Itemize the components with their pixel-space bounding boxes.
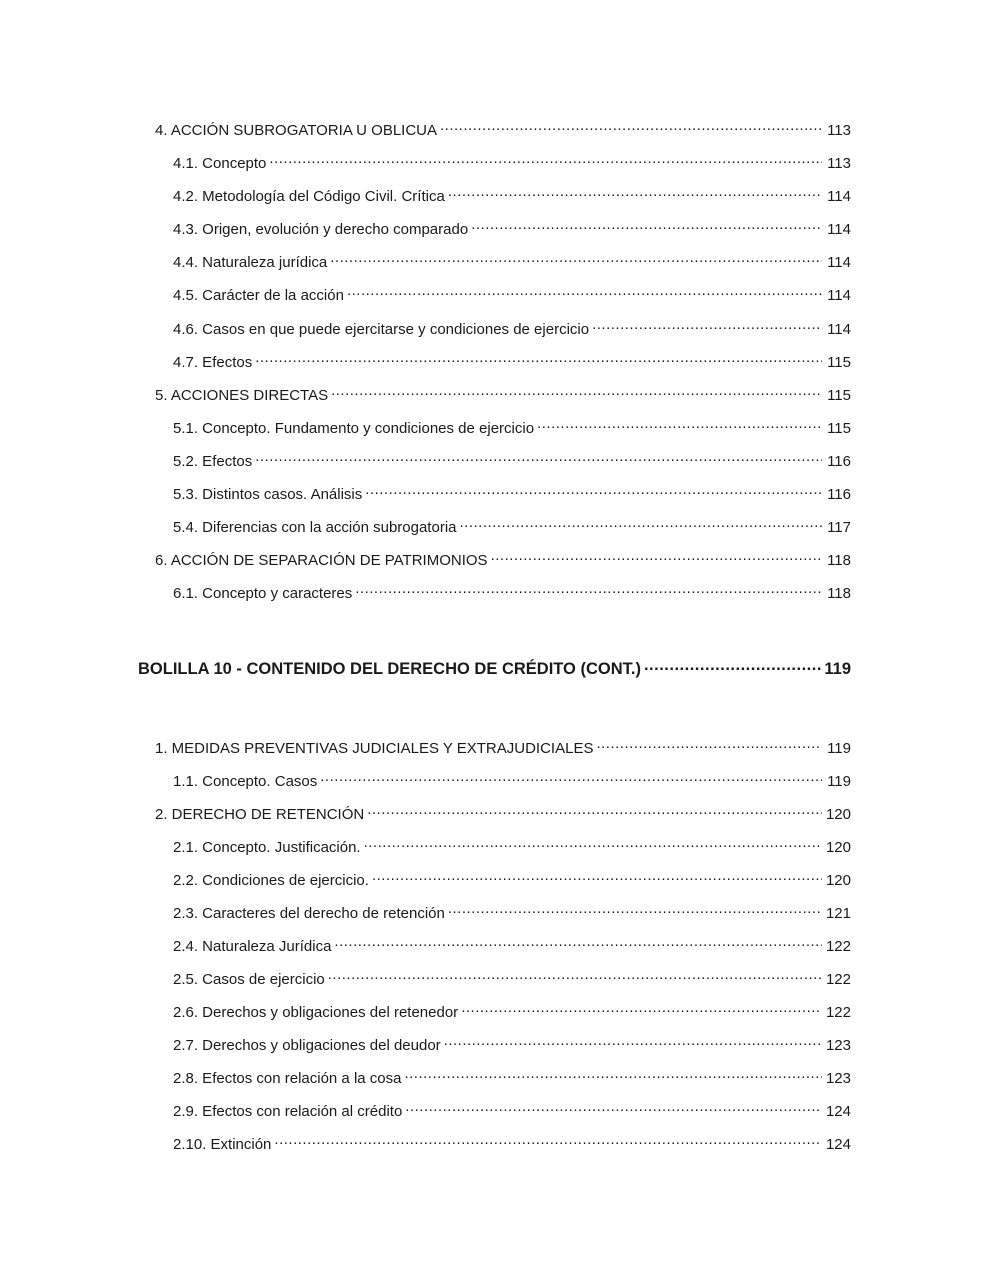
toc-entry[interactable] <box>155 547 851 570</box>
toc-entry-title: 4.4. Naturaleza jurídica <box>173 254 328 271</box>
toc-entry-title: 5. ACCIONES DIRECTAS <box>155 387 329 404</box>
toc-entry[interactable] <box>173 216 851 239</box>
toc-entry-title: 5.2. Efectos <box>173 453 253 470</box>
toc-entry-title: 2.5. Casos de ejercicio <box>173 971 325 988</box>
toc-entry[interactable] <box>173 316 851 339</box>
toc-page-number: 122 <box>825 971 851 988</box>
toc-dot-leader <box>255 349 822 367</box>
toc-dot-leader <box>448 900 822 918</box>
toc-entry-title: 2.8. Efectos con relación a la cosa <box>173 1070 402 1087</box>
toc-page-number: 117 <box>827 519 851 536</box>
toc-page-number: 122 <box>825 1004 851 1021</box>
toc-page-number: 123 <box>825 1037 851 1054</box>
toc-entry[interactable] <box>173 282 851 305</box>
toc-entry-title: 2.7. Derechos y obligaciones del deudor <box>173 1037 441 1054</box>
toc-page-number: 116 <box>827 453 851 470</box>
toc-entry-title: 4.1. Concepto <box>173 155 267 172</box>
toc-entry[interactable] <box>173 415 851 438</box>
toc-entry[interactable] <box>173 999 851 1022</box>
toc-entry[interactable] <box>173 249 851 272</box>
toc-page-number: 124 <box>825 1136 851 1153</box>
toc-page-number: 120 <box>825 872 851 889</box>
toc-page-number: 118 <box>827 585 851 602</box>
toc-dot-leader <box>274 1131 822 1149</box>
toc-page-number: 113 <box>827 122 851 139</box>
toc-entry[interactable] <box>173 349 851 372</box>
toc-dot-leader <box>355 580 822 598</box>
toc-entry-title: 5.4. Diferencias con la acción subrogatoria <box>173 519 457 536</box>
toc-entry-title: 5.3. Distintos casos. Análisis <box>173 486 363 503</box>
toc-page-number: 115 <box>827 387 851 404</box>
toc-dot-leader <box>404 1065 822 1083</box>
toc-entry[interactable] <box>173 966 851 989</box>
toc-entry-title: 5.1. Concepto. Fundamento y condiciones de ejercicio <box>173 420 535 437</box>
toc-entry-title: 6.1. Concepto y caracteres <box>173 585 353 602</box>
toc-dot-leader <box>255 448 822 466</box>
toc-entry[interactable] <box>173 1131 851 1154</box>
toc-entry[interactable] <box>173 768 851 791</box>
toc-chapter-heading[interactable] <box>138 656 851 678</box>
toc-page-number: 119 <box>827 740 851 757</box>
toc-dot-leader <box>331 382 822 400</box>
toc-dot-leader <box>372 867 822 885</box>
toc-page-number: 119 <box>827 773 851 790</box>
toc-entry[interactable] <box>173 481 851 504</box>
toc-entry-title: 2.9. Efectos con relación al crédito <box>173 1103 403 1120</box>
toc-entry-title: 2.3. Caracteres del derecho de retención <box>173 905 445 922</box>
toc-page-number: 114 <box>827 287 851 304</box>
toc-entry-title: 4.3. Origen, evolución y derecho comparado <box>173 221 469 238</box>
toc-dot-leader <box>330 249 822 267</box>
toc-page-number: 113 <box>827 155 851 172</box>
toc-entry-title: 4. ACCIÓN SUBROGATORIA U OBLICUA <box>155 122 438 139</box>
toc-dot-leader <box>405 1098 822 1116</box>
toc-entry[interactable] <box>155 801 851 824</box>
toc-dot-leader <box>364 834 822 852</box>
toc-dot-leader <box>328 966 822 984</box>
toc-page-number: 114 <box>827 321 851 338</box>
toc-dot-leader <box>347 282 822 300</box>
toc-entry[interactable] <box>173 1065 851 1088</box>
toc-dot-leader <box>269 150 822 168</box>
toc-entry[interactable] <box>155 117 851 140</box>
toc-dot-leader <box>491 547 822 565</box>
toc-dot-leader <box>365 481 822 499</box>
toc-entry-title: 6. ACCIÓN DE SEPARACIÓN DE PATRIMONIOS <box>155 552 488 569</box>
toc-entry-title: 4.2. Metodología del Código Civil. Crítica <box>173 188 445 205</box>
toc-page-number: 114 <box>827 254 851 271</box>
toc-entry-title: 1.1. Concepto. Casos <box>173 773 318 790</box>
toc-page-number: 115 <box>827 354 851 371</box>
toc-entry-title: 2. DERECHO DE RETENCIÓN <box>155 806 365 823</box>
toc-entry[interactable] <box>173 183 851 206</box>
toc-entry-title: 2.1. Concepto. Justificación. <box>173 839 361 856</box>
toc-entry-title: 4.6. Casos en que puede ejercitarse y condiciones de ejercicio <box>173 321 590 338</box>
toc-entry-title: 2.6. Derechos y obligaciones del retenedor <box>173 1004 459 1021</box>
toc-entry-title: 4.5. Carácter de la acción <box>173 287 344 304</box>
toc-dot-leader <box>444 1032 822 1050</box>
toc-entry[interactable] <box>173 933 851 956</box>
toc-dot-leader <box>320 768 822 786</box>
toc-entry[interactable] <box>173 834 851 857</box>
toc-page-number: 120 <box>825 806 851 823</box>
toc-dot-leader <box>644 656 821 674</box>
toc-dot-leader <box>440 117 822 135</box>
toc-page-number: 121 <box>825 905 851 922</box>
toc-page-number: 114 <box>827 188 851 205</box>
toc-page-number: 122 <box>825 938 851 955</box>
toc-entry[interactable] <box>173 1098 851 1121</box>
toc-page-number: 114 <box>827 221 851 238</box>
toc-entry[interactable] <box>173 867 851 890</box>
toc-page-number: 120 <box>825 839 851 856</box>
toc-page-number: 118 <box>827 552 851 569</box>
toc-page-number: 123 <box>825 1070 851 1087</box>
toc-page-number: 115 <box>827 420 851 437</box>
toc-dot-leader <box>592 316 822 334</box>
toc-entry[interactable] <box>173 514 851 537</box>
toc-entry[interactable] <box>173 150 851 173</box>
toc-entry-title: 2.2. Condiciones de ejercicio. <box>173 872 369 889</box>
toc-entry-title: 2.10. Extinción <box>173 1136 272 1153</box>
toc-dot-leader <box>461 999 822 1017</box>
toc-entry-title: 4.7. Efectos <box>173 354 253 371</box>
toc-entry[interactable] <box>173 580 851 603</box>
toc-entry[interactable] <box>173 448 851 471</box>
toc-page-number: 116 <box>827 486 851 503</box>
toc-entry[interactable] <box>155 735 851 758</box>
toc-entry-title: 1. MEDIDAS PREVENTIVAS JUDICIALES Y EXTRAJUDICIALES <box>155 740 594 757</box>
toc-dot-leader <box>537 415 822 433</box>
toc-dot-leader <box>596 735 822 753</box>
toc-dot-leader <box>471 216 822 234</box>
toc-entry[interactable] <box>155 382 851 405</box>
toc-page-number: 124 <box>825 1103 851 1120</box>
toc-entry[interactable] <box>173 900 851 923</box>
toc-page-number: 119 <box>824 660 851 678</box>
toc-entry-title: 2.4. Naturaleza Jurídica <box>173 938 332 955</box>
toc-dot-leader <box>334 933 822 951</box>
toc-chapter-title: BOLILLA 10 - CONTENIDO DEL DERECHO DE CRÉDITO (CONT.) <box>138 660 641 678</box>
toc-entry[interactable] <box>173 1032 851 1055</box>
toc-dot-leader <box>448 183 822 201</box>
toc-dot-leader <box>367 801 822 819</box>
toc-dot-leader <box>460 514 823 532</box>
